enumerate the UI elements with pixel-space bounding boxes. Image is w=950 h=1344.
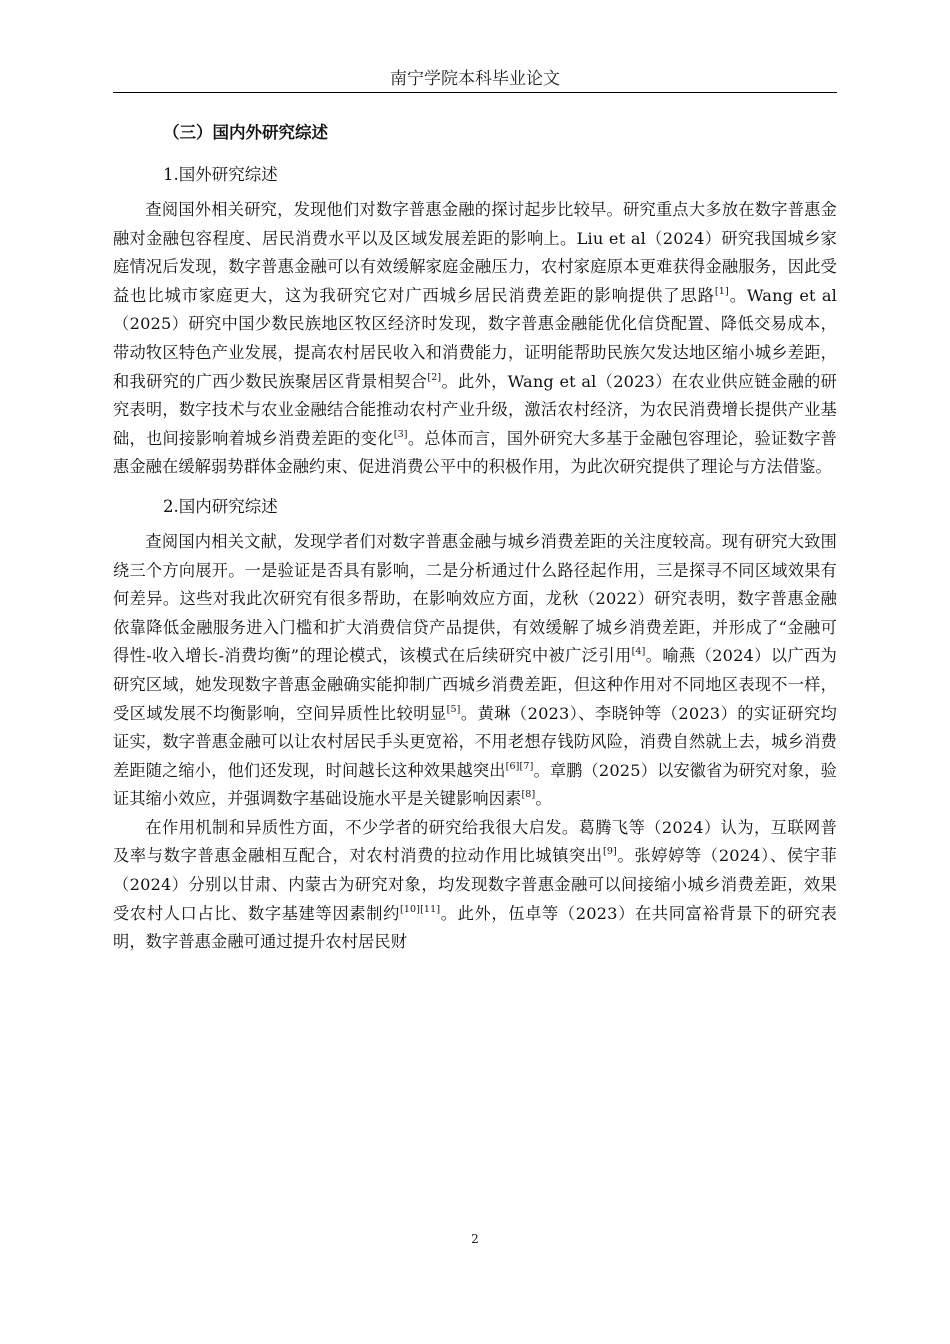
header-divider [113,92,837,93]
section-heading: （三）国内外研究综述 [163,123,328,142]
text-run: 。此外，Wang et al（2023）在农业供应链金融的研究表明，数字技术与农业金融结合能推动农村产业升级，激活农村经济，为农民消费增长提供产业基础，也间接影响着城乡消费差距的变化 [113,371,837,448]
text-run: 查阅国内相关文献，发现学者们对数字普惠金融与城乡消费差距的关注度较高。现有研究大致围绕三个方向展开。一是验证是否具有影响，二是分析通过什么路径起作用，三是探寻不同区域效果有何差异。这些对我此次研究有很多帮助，在影响效应方面，龙秋（2022）研究表明，数字普惠金融依靠降低金融服务进入门槛和扩大消费信贷产品提供，有效缓解了城乡消费差距，并形成了“金融可得性-收入增长-消费均衡”的理论模式，该模式在后续研究中被广泛引用 [113,531,837,666]
text-run: 。Wang et al（2025）研究中国少数民族地区牧区经济时发现，数字普惠金融能优化信贷配置、降低交易成本，带动牧区特色产业发展，提高农村居民收入和消费能力，证明能帮助民族欠发达地区缩小城乡差距，和我研究的广西少数民族聚居区背景相契合 [113,285,837,391]
text-run: 。 [535,789,552,809]
paragraph-domestic-review-2 [113,814,837,957]
citation: [4] [631,646,646,658]
text-run: 查阅国外相关研究，发现他们对数字普惠金融的探讨起步比较早。研究重点大多放在数字普惠金融对金融包容程度、居民消费水平以及区域发展差距的影响上。Liu et al（2024）研究我国城乡家庭情况后发现，数字普惠金融可以有效缓解家庭金融压力，农村家庭原本更难获得金融服务，因此受益也比城市家庭更大，这为我研究它对广西城乡居民消费差距的影响提供了思路 [113,200,837,305]
page-header: 南宁学院本科毕业论文 [390,69,560,89]
text-run: 。喻燕（2024）以广西为研究区域，她发现数字普惠金融确实能抑制广西城乡消费差距，但这种作用对不同地区表现不一样，受区域发展不均衡影响，空间异质性比较明显 [113,646,837,723]
citation: [2] [427,371,442,383]
citation: [6][7] [505,760,534,772]
text-run: 。总体而言，国外研究大多基于金融包容理论，验证数字普惠金融在缓解弱势群体金融约束、促进消费公平中的积极作用，为此次研究提供了理论与方法借鉴。 [113,428,837,477]
citation: [8] [521,789,536,801]
citation: [5] [446,703,461,715]
subsection-heading-domestic: 2.国内研究综述 [163,496,278,516]
text-run: 。黄琳（2023）、李晓钟等（2023）的实证研究均证实，数字普惠金融可以让农村居民手头更宽裕，不用老想存钱防风险，消费自然就上去，城乡消费差距随之缩小，他们还发现，时间越长这种效果越突出 [113,703,837,780]
paragraph-domestic-review-1 [113,528,837,814]
citation: [9] [602,846,617,858]
paragraph-foreign-review [113,196,837,482]
citation: [3] [393,428,408,440]
subsection-heading-foreign: 1.国外研究综述 [163,165,278,184]
citation: [1] [714,285,729,297]
text-run: 。章鹏（2025）以安徽省为研究对象，验证其缩小效应，并强调数字基础设施水平是关键影响因素 [113,760,837,809]
page-number: 2 [471,1232,479,1246]
text-run: 。此外，伍卓等（2023）在共同富裕背景下的研究表明，数字普惠金融可通过提升农村居民财 [113,903,837,952]
text-run: 在作用机制和异质性方面，不少学者的研究给我很大启发。葛腾飞等（2024）认为，互联网普及率与数字普惠金融相互配合，对农村消费的拉动作用比城镇突出 [113,817,837,866]
citation: [10][11] [399,903,441,915]
text-run: 。张婷婷等（2024）、侯宇菲（2024）分别以甘肃、内蒙古为研究对象，均发现数字普惠金融可以间接缩小城乡消费差距，效果受农村人口占比、数字基建等因素制约 [113,846,837,923]
page-body [113,114,837,957]
